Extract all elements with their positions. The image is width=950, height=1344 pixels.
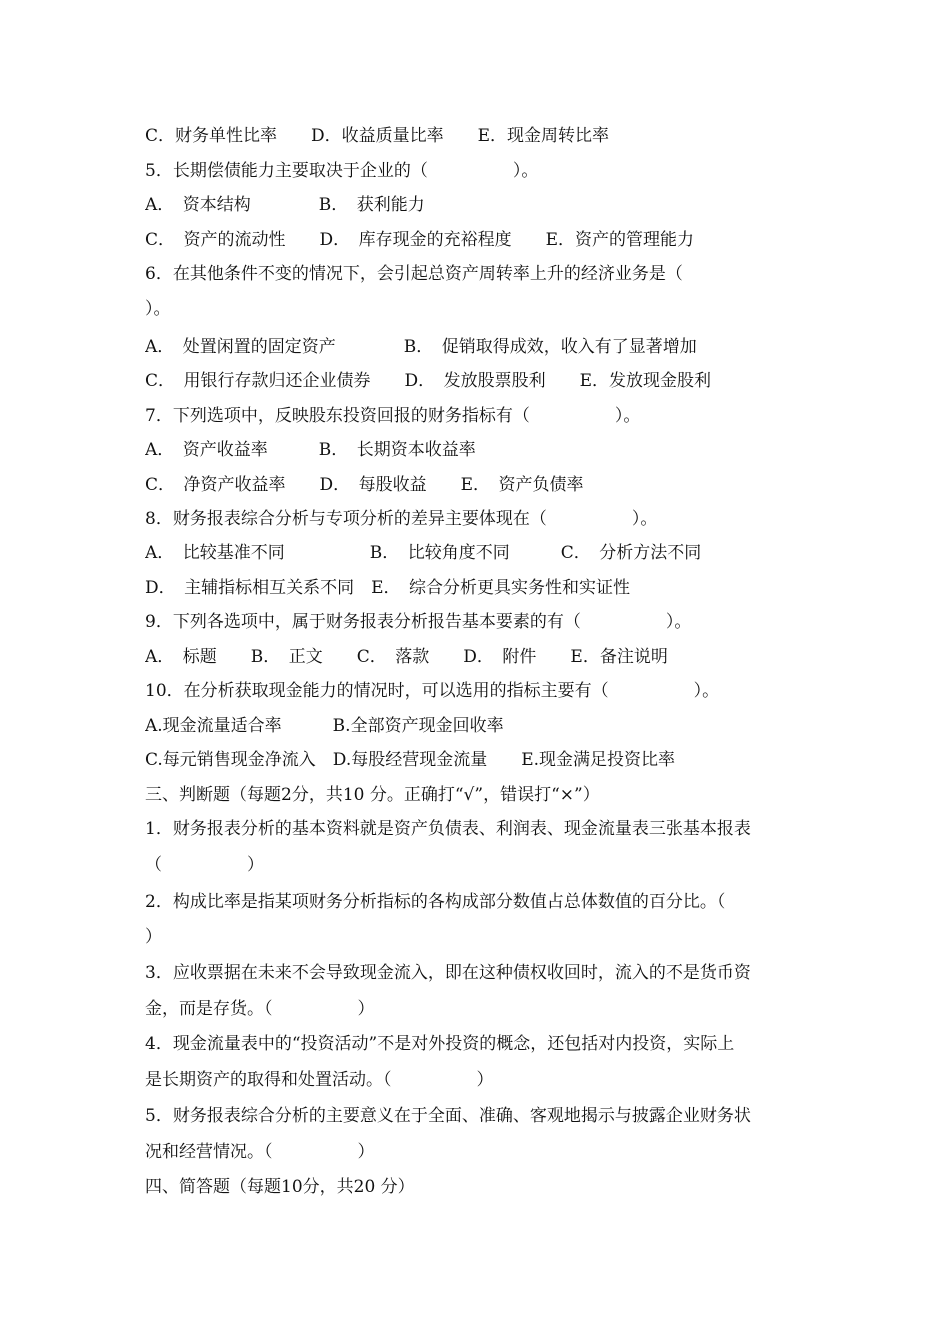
text-line: C． 净资产收益率 D． 每股收益 E． 资产负债率 <box>145 475 584 495</box>
text-line: C.每元销售现金净流入 D.每股经营现金流量 E.现金满足投资比率 <box>145 750 676 770</box>
text-line: A． 处置闲置的固定资产 B． 促销取得成效，收入有了显著增加 <box>145 337 697 357</box>
text-line: 7．下列选项中，反映股东投资回报的财务指标有（ ）。 <box>145 406 641 426</box>
text-line: 金，而是存货。（ ） <box>145 999 375 1019</box>
text-line: 是长期资产的取得和处置活动。（ ） <box>145 1070 494 1090</box>
text-line: A． 资产收益率 B． 长期资本收益率 <box>145 440 476 460</box>
text-line: 况和经营情况。（ ） <box>145 1142 375 1162</box>
text-line: A． 比较基准不同 B． 比较角度不同 C． 分析方法不同 <box>145 543 702 563</box>
text-line: ）。 <box>145 299 171 319</box>
text-line: 3．应收票据在未来不会导致现金流入，即在这种债权收回时，流入的不是货币资 <box>145 963 751 983</box>
text-line: A.现金流量适合率 B.全部资产现金回收率 <box>145 716 504 736</box>
text-line: 8．财务报表综合分析与专项分析的差异主要体现在（ ）。 <box>145 509 658 529</box>
text-line: C．财务单性比率 D．收益质量比率 E．现金周转比率 <box>145 126 610 146</box>
text-line: 5．长期偿债能力主要取决于企业的（ ）。 <box>145 161 539 181</box>
text-line: A． 资本结构 B． 获利能力 <box>145 195 425 215</box>
section-heading: 三、判断题（每题2分，共10 分。正确打“√”，错误打“×”） <box>145 785 600 805</box>
text-line: A． 标题 B． 正文 C． 落款 D． 附件 E．备注说明 <box>145 647 668 667</box>
text-line: 2．构成比率是指某项财务分析指标的各构成部分数值占总体数值的百分比。（ <box>145 892 726 912</box>
text-line: ） <box>145 927 162 947</box>
text-line: 9．下列各选项中，属于财务报表分析报告基本要素的有（ ）。 <box>145 612 692 632</box>
text-line: 5．财务报表综合分析的主要意义在于全面、准确、客观地揭示与披露企业财务状 <box>145 1106 751 1126</box>
section-heading: 四、简答题（每题10分，共20 分） <box>145 1177 415 1197</box>
text-line: 4．现金流量表中的“投资活动”不是对外投资的概念，还包括对内投资，实际上 <box>145 1034 735 1054</box>
text-line: C． 资产的流动性 D． 库存现金的充裕程度 E．资产的管理能力 <box>145 230 695 250</box>
text-line: C． 用银行存款归还企业债券 D． 发放股票股利 E．发放现金股利 <box>145 371 712 391</box>
text-line: （ ） <box>145 855 264 875</box>
text-line: 1．财务报表分析的基本资料就是资产负债表、利润表、现金流量表三张基本报表 <box>145 819 751 839</box>
text-line: 6．在其他条件不变的情况下，会引起总资产周转率上升的经济业务是（ <box>145 264 683 284</box>
text-line: D． 主辅指标相互关系不同 E． 综合分析更具实务性和实证性 <box>145 578 631 598</box>
text-line: 10．在分析获取现金能力的情况时，可以选用的指标主要有（ ）。 <box>145 681 720 701</box>
